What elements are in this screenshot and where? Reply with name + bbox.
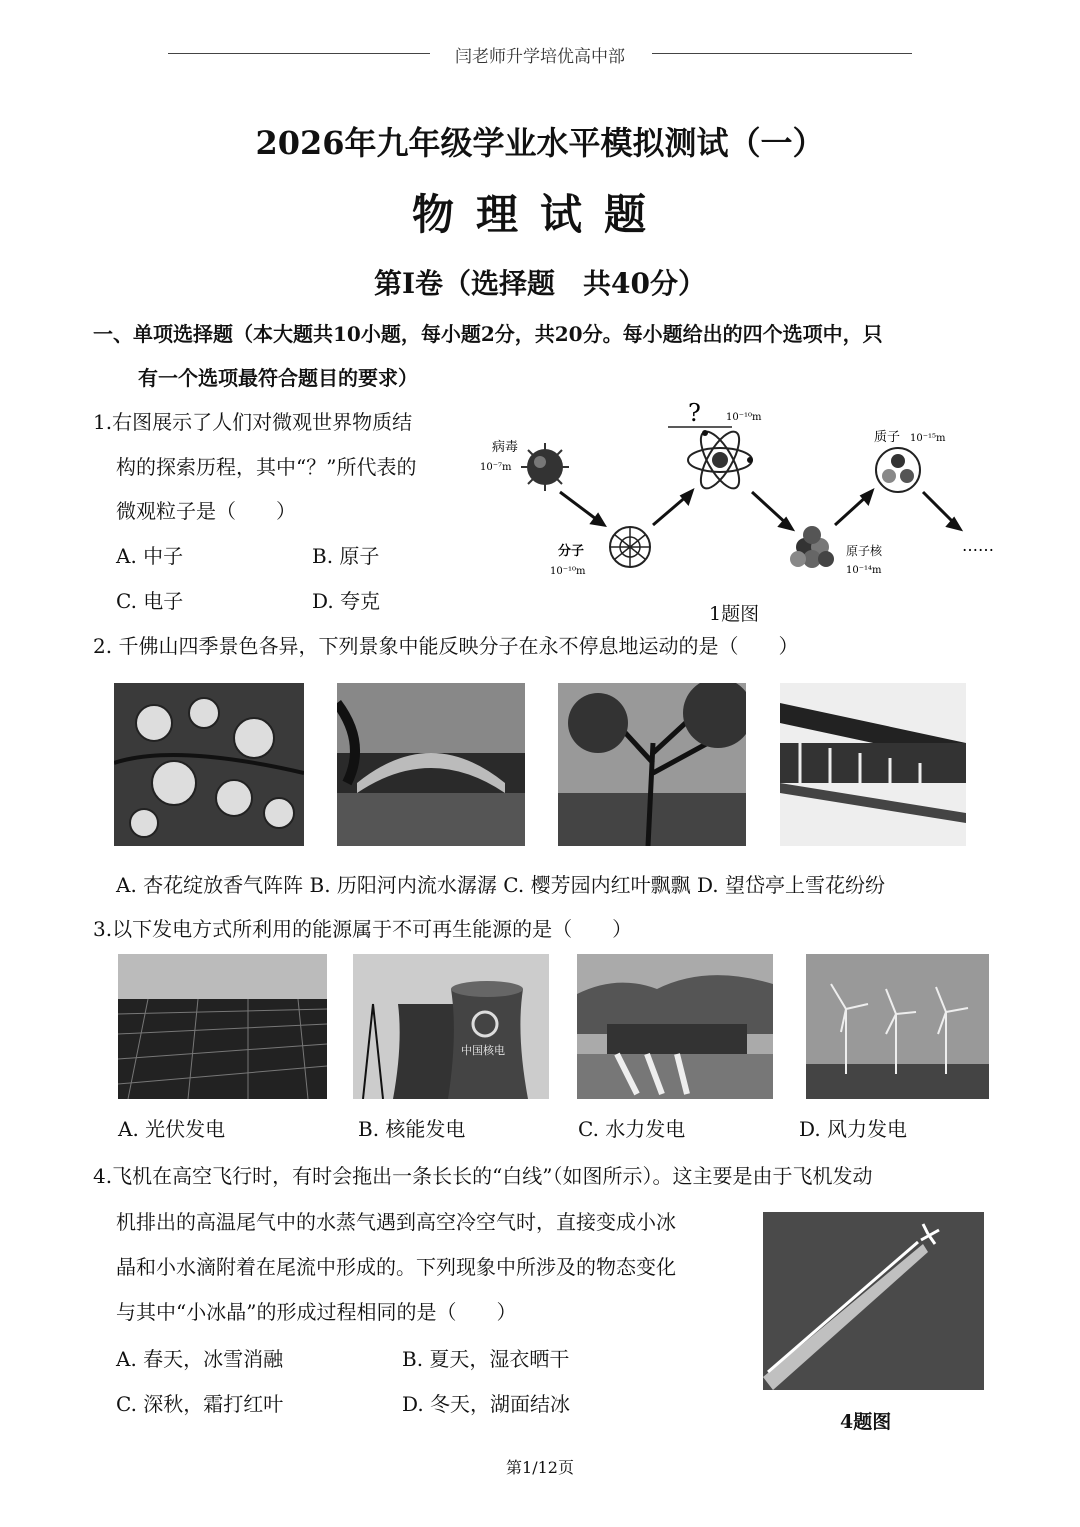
q4-line4: 与其中“小冰晶”的形成过程相同的是（ ） xyxy=(116,1300,517,1324)
q1-figure xyxy=(470,395,1010,595)
subject-title: 物理试题 xyxy=(411,190,668,239)
q3-option-a: A. 光伏发电 xyxy=(118,1117,226,1141)
q4-photo-airplane-contrail xyxy=(763,1212,984,1390)
q1-option-b: B. 原子 xyxy=(312,544,380,568)
q2-photo-pavilion-roof xyxy=(780,683,966,846)
q2-photo-park-trees xyxy=(558,683,746,846)
nuclear-plant-sign: 中国核电 xyxy=(461,1044,505,1057)
volume-title: 第Ⅰ卷（选择题 共40分） xyxy=(373,267,707,300)
q1-line1: 1.右图展示了人们对微观世界物质结 xyxy=(93,410,413,434)
q4-line1: 4.飞机在高空飞行时，有时会拖出一条长长的“白线”（如图所示）。这主要是由于飞机发动 xyxy=(93,1164,873,1188)
q4-option-b: B. 夏天，湿衣晒干 xyxy=(402,1347,570,1371)
q1-option-c: C. 电子 xyxy=(116,589,184,613)
nucleus-size: 10⁻¹⁴m xyxy=(846,565,882,576)
q2-options: A. 杏花绽放香气阵阵 B. 历阳河内流水潺潺 C. 樱芳园内红叶飘飘 D. 望岱亭上雪花纷纷 xyxy=(116,873,885,897)
q4-option-c: C. 深秋，霜打红叶 xyxy=(116,1392,284,1416)
q3-option-c: C. 水力发电 xyxy=(578,1117,686,1141)
q4-line2: 机排出的高温尾气中的水蒸气遇到高空冷空气时，直接变成小冰 xyxy=(116,1210,676,1234)
progression-arrows xyxy=(560,491,960,529)
q1-option-d: D. 夸克 xyxy=(312,589,381,613)
virus-label: 病毒 xyxy=(492,440,519,455)
header-watermark-title: 闫老师升学培优高中部 xyxy=(455,47,625,67)
molecule-size: 10⁻¹⁰m xyxy=(550,566,586,577)
q3-photo-nuclear-plant xyxy=(353,954,549,1099)
nucleus-icon xyxy=(790,526,834,568)
q1-caption: 1题图 xyxy=(709,603,760,625)
q3-photo-hydro-dam xyxy=(577,954,773,1099)
page-number: 第1/12页 xyxy=(506,1458,574,1477)
section1-line1: 一、单项选择题（本大题共10小题，每小题2分，共20分。每小题给出的四个选项中，只 xyxy=(93,322,883,346)
q1-line3: 微观粒子是（ ） xyxy=(116,499,296,523)
virus-size: 10⁻⁷m xyxy=(480,462,512,473)
q3-photo-solar-panels xyxy=(118,954,327,1099)
nucleus-label: 原子核 xyxy=(846,544,883,558)
ellipsis: …… xyxy=(962,536,994,555)
molecule-icon xyxy=(610,527,650,567)
q3-stem: 3.以下发电方式所利用的能源属于不可再生能源的是（ ） xyxy=(93,917,633,941)
q4-line3: 晶和小水滴附着在尾流中形成的。下列现象中所涉及的物态变化 xyxy=(116,1255,676,1279)
q2-stem: 2. 千佛山四季景色各异，下列景象中能反映分子在永不停息地运动的是（ ） xyxy=(93,634,799,658)
proton-label: 质子 xyxy=(874,430,901,445)
virus-icon xyxy=(521,443,569,491)
q2-photo-apricot-blossoms xyxy=(114,683,304,846)
q4-caption: 4题图 xyxy=(840,1411,892,1433)
proton-icon xyxy=(876,448,920,492)
proton-size: 10⁻¹⁵m xyxy=(910,433,946,444)
unknown-size: 10⁻¹⁰m xyxy=(726,412,762,423)
section1-line2: 有一个选项最符合题目的要求） xyxy=(138,366,418,390)
q2-photo-river-bridge xyxy=(337,683,525,846)
q3-option-b: B. 核能发电 xyxy=(358,1117,466,1141)
q4-option-d: D. 冬天，湖面结冰 xyxy=(402,1392,571,1416)
unknown-label: ? xyxy=(688,399,701,427)
q1-line2: 构的探索历程，其中“？”所代表的 xyxy=(116,455,417,479)
exam-title: 2026年九年级学业水平模拟测试（一） xyxy=(255,124,825,162)
q1-option-a: A. 中子 xyxy=(116,544,184,568)
q1-figure-svg xyxy=(470,395,1010,595)
molecule-label: 分子 xyxy=(558,544,585,559)
atom-icon xyxy=(688,426,753,493)
q3-photo-wind-turbines xyxy=(806,954,989,1099)
q3-option-d: D. 风力发电 xyxy=(799,1117,908,1141)
q4-option-a: A. 春天，冰雪消融 xyxy=(116,1347,284,1371)
